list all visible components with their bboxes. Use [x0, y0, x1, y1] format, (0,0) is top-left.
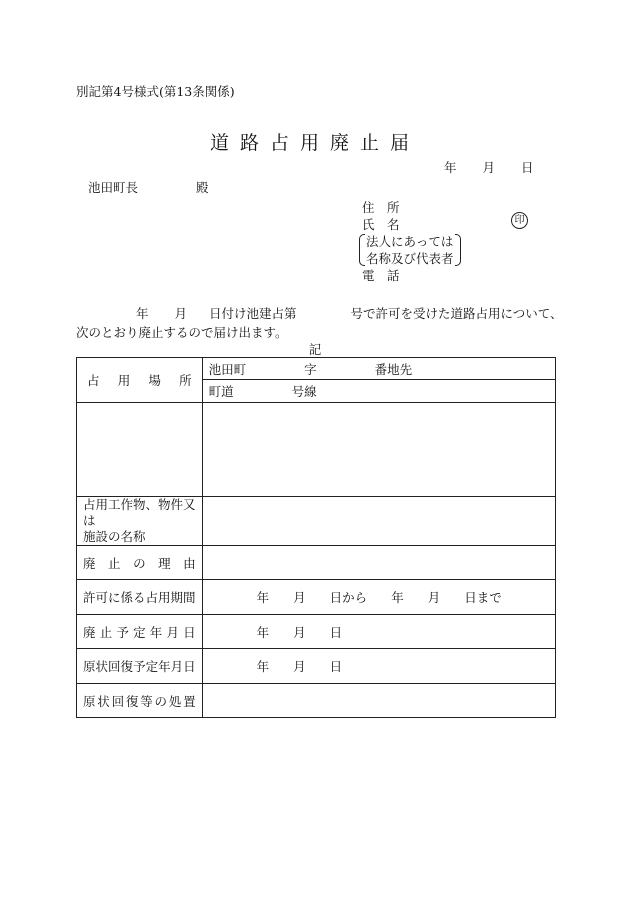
date-day-label: 日 — [521, 160, 534, 175]
body-year: 年 — [136, 306, 149, 321]
abolish-date-label-cell — [77, 615, 203, 649]
restore-date-label-cell — [77, 649, 203, 684]
date-month-label: 月 — [482, 160, 496, 175]
table-row — [77, 684, 556, 718]
banchi-label: 番地先 — [374, 361, 413, 377]
period-year-to: 年 — [391, 590, 404, 605]
period-value-cell[interactable] — [202, 580, 555, 615]
table-row — [77, 403, 556, 497]
table-row — [77, 358, 556, 380]
structure-value-cell[interactable] — [202, 497, 555, 546]
route-label: 号線 — [291, 384, 317, 399]
period-label-cell — [77, 580, 203, 615]
corporation-note — [359, 233, 454, 267]
reason-label: 廃 止 の 理 由 — [83, 555, 196, 571]
period-month-to: 月 — [427, 590, 441, 605]
reason-value-cell[interactable] — [202, 546, 555, 580]
body-date-suffix: 日付け池建占第 — [209, 306, 297, 321]
restore-day: 日 — [329, 659, 343, 674]
applicant-block — [362, 199, 454, 284]
abolish-month: 月 — [293, 624, 306, 640]
ki-marker: 記 — [308, 342, 322, 357]
restore-year: 年 — [256, 659, 270, 674]
location-road-cell[interactable] — [202, 380, 555, 403]
aza-label: 字 — [304, 361, 317, 377]
addressee-name: 池田町長 — [88, 180, 139, 195]
table-row — [77, 649, 556, 684]
restore-method-value-cell[interactable] — [202, 684, 555, 718]
restore-method-label-cell — [77, 684, 203, 718]
period-month-from: 月 — [293, 590, 306, 605]
table-row — [77, 497, 556, 546]
abolish-date-label: 廃 止 予 定 年 月 日 — [83, 624, 196, 640]
period-year-from: 年 — [256, 590, 270, 605]
corporation-note-line2: 名称及び代表者 — [366, 251, 454, 266]
period-day-to: 日まで — [464, 590, 502, 605]
table-row — [77, 615, 556, 649]
corporation-note-line1: 法人にあっては — [366, 234, 454, 249]
blank-label-cell — [77, 403, 203, 497]
reason-label-cell — [77, 546, 203, 580]
body-month: 月 — [174, 306, 188, 321]
blank-content-cell[interactable] — [202, 403, 555, 497]
name-label: 氏 名 — [362, 217, 400, 232]
structure-label-line1: 占用工作物、物件又は — [83, 497, 196, 528]
structure-label-line2: 施設の名称 — [83, 529, 146, 544]
body-paragraph — [76, 304, 563, 342]
location-town-cell[interactable] — [202, 358, 555, 380]
body-line2: 次のとおり廃止するので届け出ます。 — [76, 325, 288, 340]
addressee-honorific: 殿 — [196, 180, 209, 195]
restore-date-value-cell[interactable] — [202, 649, 555, 684]
abolition-table — [76, 357, 556, 718]
body-number-suffix: 号で許可を受けた道路占用について、 — [350, 306, 563, 321]
structure-label-cell — [77, 497, 203, 546]
abolish-year: 年 — [256, 624, 270, 640]
submission-date — [444, 160, 534, 176]
table-row — [77, 546, 556, 580]
period-label: 許可に係る占用期間 — [83, 590, 196, 605]
location-label-cell — [77, 358, 203, 403]
period-day-from: 日から — [329, 590, 368, 605]
restore-month: 月 — [293, 659, 306, 674]
seal-mark: 印 — [511, 212, 528, 229]
addressee — [88, 180, 209, 196]
road-label: 町道 — [208, 384, 234, 399]
town-label: 池田町 — [208, 361, 247, 377]
restore-date-label: 原 状 回 復 予 定 年 月 日 — [83, 659, 196, 674]
phone-label: 電 話 — [362, 268, 400, 283]
form-reference: 別記第4号様式(第13条関係) — [76, 84, 235, 99]
table-row — [77, 580, 556, 615]
date-year-label: 年 — [444, 160, 457, 175]
address-label: 住 所 — [362, 200, 400, 215]
restore-method-label: 原 状 回 復 等 の 処 置 — [83, 693, 196, 709]
document-title: 道路占用廃止届 — [209, 132, 420, 154]
abolish-date-value-cell[interactable] — [202, 615, 555, 649]
location-label: 占 用 場 所 — [87, 373, 192, 388]
abolish-day: 日 — [329, 624, 343, 640]
